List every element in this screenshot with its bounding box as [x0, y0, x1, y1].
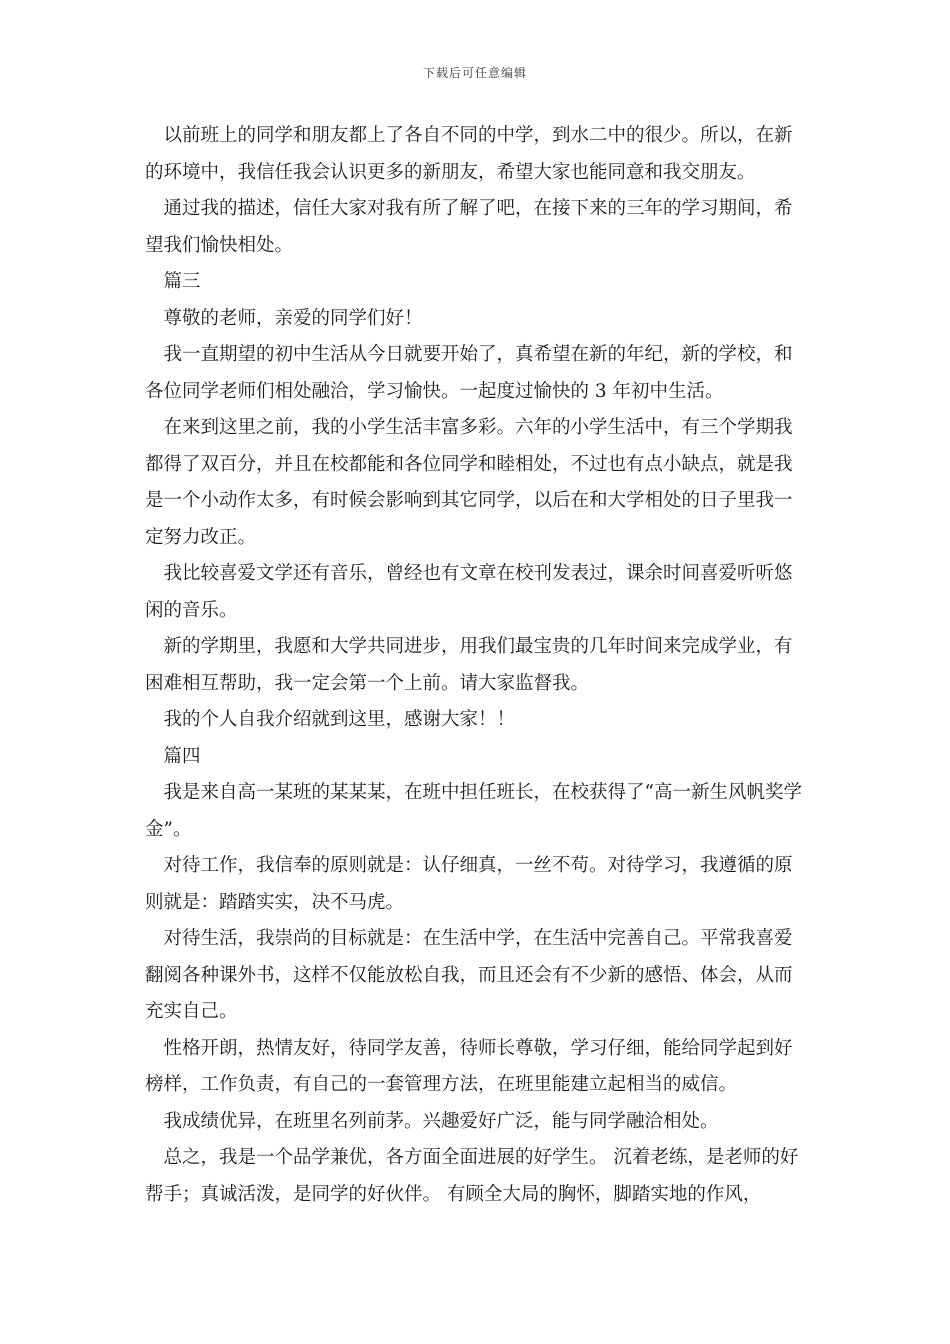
- paragraph: 性格开朗，热情友好，待同学友善，待师长尊敬，学习仔细，能给同学起到好榜样，工作负责，有自己的一套管理方法，在班里能建立起相当的威信。: [145, 1037, 793, 1095]
- section-heading: 篇四: [163, 745, 201, 767]
- paragraph: 新的学期里，我愿和大学共同进步，用我们最宝贵的几年时间来完成学业，有困难相互帮助，我一定会第一个上前。请大家监督我。: [145, 636, 793, 694]
- section-heading: 篇三: [163, 271, 201, 292]
- paragraph: 对待生活，我崇尚的目标就是：在生活中学，在生活中完善自己。平常我喜爱翻阅各种课外书，这样不仅能放松自我，而且还会有不少新的感悟、体会，从而充实自己。: [145, 928, 793, 1022]
- paragraph: 尊敬的老师，亲爱的同学们好！: [163, 307, 423, 329]
- paragraph: 我成绩优异，在班里名列前茅。兴趣爱好广泛，能与同学融洽相处。: [163, 1110, 719, 1132]
- paragraph: 在来到这里之前，我的小学生活丰富多彩。六年的小学生活中，有三个学期我都得了双百分，并且在校都能和各位同学和睦相处，不过也有点小缺点，就是我是一个小动作太多，有时候会影响到其它同学，以后在和大学相处的日子里我一定努力改正。: [145, 417, 793, 548]
- paragraph: 对待工作，我信奉的原则就是：认仔细真，一丝不苟。对待学习，我遵循的原则就是：踏踏实实，决不马虎。: [145, 855, 793, 913]
- paragraph: 我的个人自我介绍就到这里，感谢大家！！: [163, 709, 516, 730]
- paragraph: 我比较喜爱文学还有音乐，曾经也有文章在校刊发表过，课余时间喜爱听听悠闲的音乐。: [145, 563, 793, 621]
- paragraph: 以前班上的同学和朋友都上了各自不同的中学，到水二中的很少。所以，在新的环境中，我信任我会认识更多的新朋友，希望大家也能同意和我交朋友。: [145, 125, 793, 183]
- page-header: 下载后可任意编辑: [422, 66, 527, 80]
- paragraph: 我是来自高一某班的某某某，在班中担任班长，在校获得了“高一新生风帆奖学金”。: [145, 782, 802, 840]
- paragraph: 通过我的描述，信任大家对我有所了解了吧，在接下来的三年的学习期间，希望我们愉快相处。: [145, 198, 793, 256]
- paragraph: 总之，我是一个品学兼优，各方面全面进展的好学生。 沉着老练，是老师的好帮手；真诚活泼，是同学的好伙伴。 有顾全大局的胸怀，脚踏实地的作风，: [145, 1147, 799, 1205]
- document-body: [145, 118, 810, 1213]
- paragraph: 我一直期望的初中生活从今日就要开始了，真希望在新的年纪，新的学校，和各位同学老师们相处融洽，学习愉快。一起度过愉快的 3 年初中生活。: [145, 344, 793, 402]
